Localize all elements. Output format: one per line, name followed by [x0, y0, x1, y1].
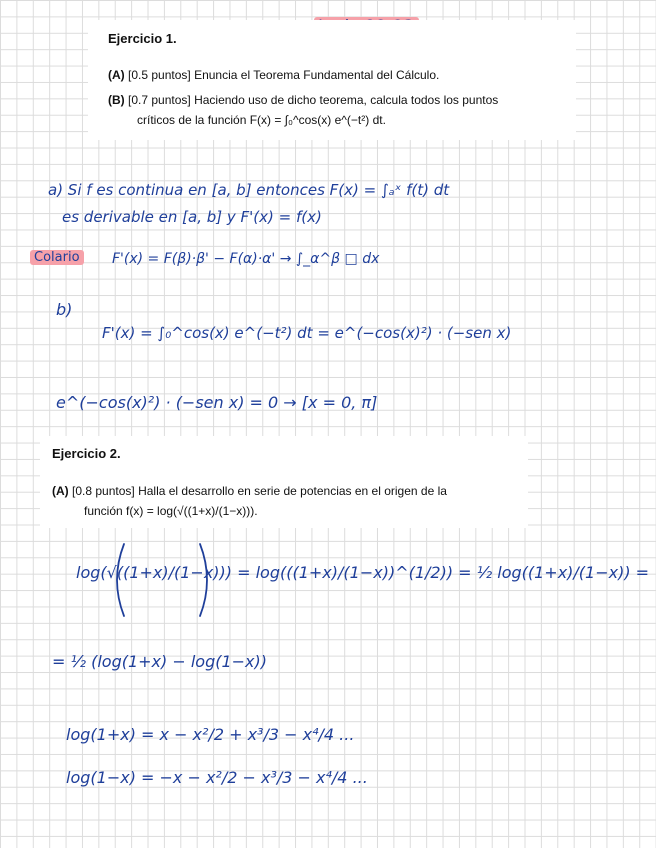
- exercise-2-part-a-line2: función f(x) = log(√((1+x)/(1−x))).: [84, 504, 258, 518]
- exercise-1-part-a: [108, 68, 439, 82]
- note-b-result: e^(−cos(x)²) · (−sen x) = 0 → [x = 0, π]: [56, 393, 378, 412]
- part-b-points: [0.7 puntos]: [128, 93, 191, 107]
- note-b-formula: F'(x) = ∫₀^cos(x) e^(−t²) dt = e^(−cos(x)²) · (−sen x): [102, 324, 512, 342]
- exercise-2-part-a: [52, 484, 447, 498]
- part-a-text: Enuncia el Teorema Fundamental del Cálculo.: [194, 68, 440, 82]
- part-b-tag: (B): [108, 93, 125, 107]
- ex2-part-a-points: [0.8 puntos]: [72, 484, 135, 498]
- exercise-1-title: Ejercicio 1.: [108, 31, 177, 46]
- exercise-1-part-b-line2: críticos de la función F(x) = ∫₀^cos(x) e^(−t²) dt.: [137, 113, 386, 127]
- ex2-part-a-text-1: Halla el desarrollo en serie de potencias en el origen de la: [138, 484, 447, 498]
- note2-line3: log(1+x) = x − x²/2 + x³/3 − x⁴/4 ...: [66, 725, 355, 744]
- note-a-line1: a) Si f es continua en [a, b] entonces F(x) = ∫ₐˣ f(t) dt: [48, 181, 450, 199]
- part-a-tag: (A): [108, 68, 125, 82]
- note2-line4: log(1−x) = −x − x²/2 − x³/3 − x⁴/4 ...: [66, 768, 368, 787]
- note2-line2: = ½ (log(1+x) − log(1−x)): [52, 652, 268, 671]
- note-a-line2: es derivable en [a, b] y F'(x) = f(x): [62, 208, 322, 226]
- bracket-right-large: [196, 540, 216, 620]
- exercise-2-title: Ejercicio 2.: [52, 446, 121, 461]
- part-a-points: [0.5 puntos]: [128, 68, 191, 82]
- corolario-formula: F'(x) = F(β)·β' − F(α)·α' → ∫_α^β □ dx: [112, 251, 380, 267]
- corolario-highlight: Colario: [30, 250, 84, 265]
- exercise-1-part-b: [108, 93, 498, 107]
- corolario-label: [30, 250, 84, 265]
- part-b-text-1: Haciendo uso de dicho teorema, calcula todos los puntos: [194, 93, 499, 107]
- note-b-label: b): [56, 300, 73, 319]
- bracket-left-large: [108, 540, 128, 620]
- note2-line1: log(√((1+x)/(1−x))) = log(((1+x)/(1−x))^(1/2)) = ½ log((1+x)/(1−x)) =: [76, 563, 650, 582]
- ex2-part-a-tag: (A): [52, 484, 69, 498]
